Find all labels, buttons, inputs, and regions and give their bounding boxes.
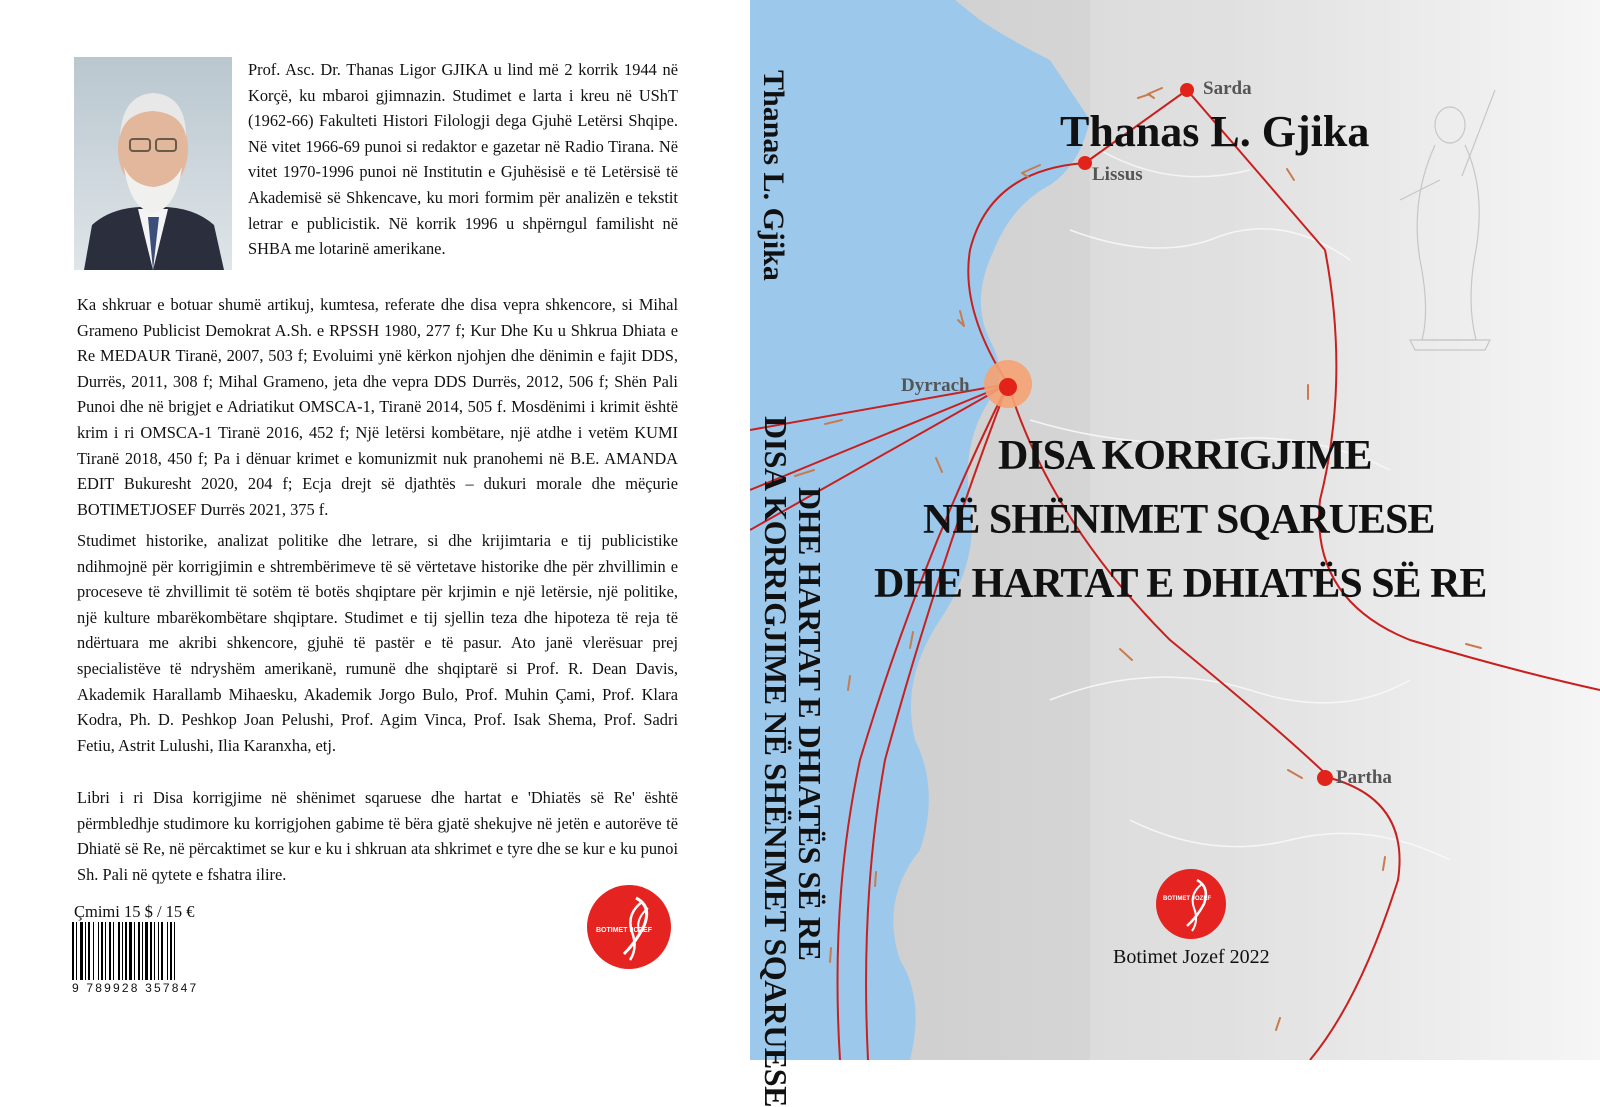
author-photo (74, 57, 232, 270)
back-cover (0, 0, 750, 1060)
price-label: Çmimi 15 $ / 15 € (74, 902, 195, 921)
front-title-line1: DISA KORRIGJIME (998, 433, 1372, 479)
publisher-logo-text-back: BOTIMET JOZEF (596, 927, 652, 934)
place-dyrrach: Dyrrach (901, 375, 970, 396)
publisher-logo-text-front: BOTIMET JOZEF (1163, 896, 1211, 902)
publisher-name-year: Botimet Jozef 2022 (1113, 946, 1270, 968)
place-sarda: Sarda (1203, 78, 1252, 99)
studies-paragraph: Studimet historike, analizat politike dhe letrare, si dhe krijimtaria e tij publicistike ndihmojnë për korrigjimin e shtrembërimeve të së vërtetave historike dhe për zhvillimin e proceseve të zhvillimit të sotëm të botës shqiptare për krjimin e një letërsie, një politike, një kulture mbarëkombëtare shqiptare. Studimet e tij sjellin teza dhe hipoteza të reja të ndërtuara me akribi shkencore, gjuhë të pastër e të pasur. Ato janë vlerësuar prej specialistëve të ndryshëm amerikanë, rumunë dhe shqiptarë si Prof. R. Dean Davis, Akademik Harallamb Mihaesku, Akademik Jorgo Bulo, Prof. Muhin Çami, Prof. Klara Kodra, Ph. D. Peshkop Joan Pelushi, Prof. Agim Vinca, Prof. Isak Shema, Prof. Sadri Fetiu, Astrit Lulushi, Ilia Karanxha, etj. (77, 531, 678, 755)
place-partha: Partha (1336, 767, 1392, 788)
front-title-line3: DHE HARTAT E DHIATËS SË RE (874, 561, 1487, 607)
author-bio: Prof. Asc. Dr. Thanas Ligor GJIKA u lind më 2 korrik 1944 në Korçë, ku mbaroi gjimnazin. Studimet e larta i kreu në UShT (1962-66) Fakulteti Histori Filologji dega Gjuhë Letërsi Shqipe. Në vitet 1966-69 punoi si redaktor e gazetar në Radio Tirana. Në vitet 1970-1996 punoi në Institutin e Gjuhësisë e të Letërsisë të Akademisë së Shkencave, ku mori formim për analizën e tekstit letrar e publicistik. Në korrik 1996 u shpërngul familisht në SHBA me lotarinë amerikane. (248, 60, 678, 259)
spine-author: Thanas L. Gjika (757, 70, 790, 281)
spine-title-line1: DISA KORRIGJIME NË SHËNIMET SQARUESE (758, 416, 794, 1107)
publisher-logo-back (586, 884, 672, 970)
front-title-line2: NË SHËNIMET SQARUESE (923, 497, 1435, 543)
spine-title-line2: DHE HARTAT E DHIATËS SË RE (792, 487, 828, 961)
place-lissus: Lissus (1092, 164, 1143, 185)
works-paragraph: Ka shkruar e botuar shumë artikuj, kumtesa, referate dhe disa vepra shkencore, si Mihal Grameno Publicist Demokrat A.Sh. e RPSSH 1980, 277 f; Kur Dhe Ku u Shkrua Dhiata e Re MEDAUR Tiranë, 2007, 503 f; Evoluimi ynë kërkon njohjen dhe dënimin e fajit DDS, Durrës, 2011, 308 f; Mihal Grameno, jeta dhe vepra DDS Durrës, 2012, 506 f; Shën Pali Punoi dhe në brigjet e Adriatikut OMSCA-1, Tiranë 2014, 505 f. Mosdënimi i krimit është krim i ri OMSCA-1 Tiranë 2016, 452 f; Një letërsi kombëtare, një atdhe i vetëm KUMI Tiranë 2018, 450 f; Pa i dënuar krimet e komunizmit nuk pranohemi në B.E. AMANDA EDIT Bukuresht 2020, 204 f; Ecja drejt së djathtës – dukuri morale dhe mëçurie BOTIMETJOSEF Durrës 2021, 375 f. (77, 295, 678, 519)
publisher-logo-front (1155, 868, 1227, 940)
front-author: Thanas L. Gjika (1060, 107, 1370, 156)
book-description: Libri i ri Disa korrigjime në shënimet sqaruese dhe hartat e 'Dhiatës së Re' është përmbledhje studimore ku korrigjohen gabime të bëra gjatë shekujve në jetën e autorëve të Dhiatë së Re, në përcaktimet se kur e ku i shkruan ata shkrimet e tyre dhe se kur e ku punoi Sh. Pali në qytete e fshatra ilire. (77, 788, 678, 884)
barcode-icon (70, 922, 203, 982)
isbn-number: 9 789928 357847 (72, 981, 199, 995)
